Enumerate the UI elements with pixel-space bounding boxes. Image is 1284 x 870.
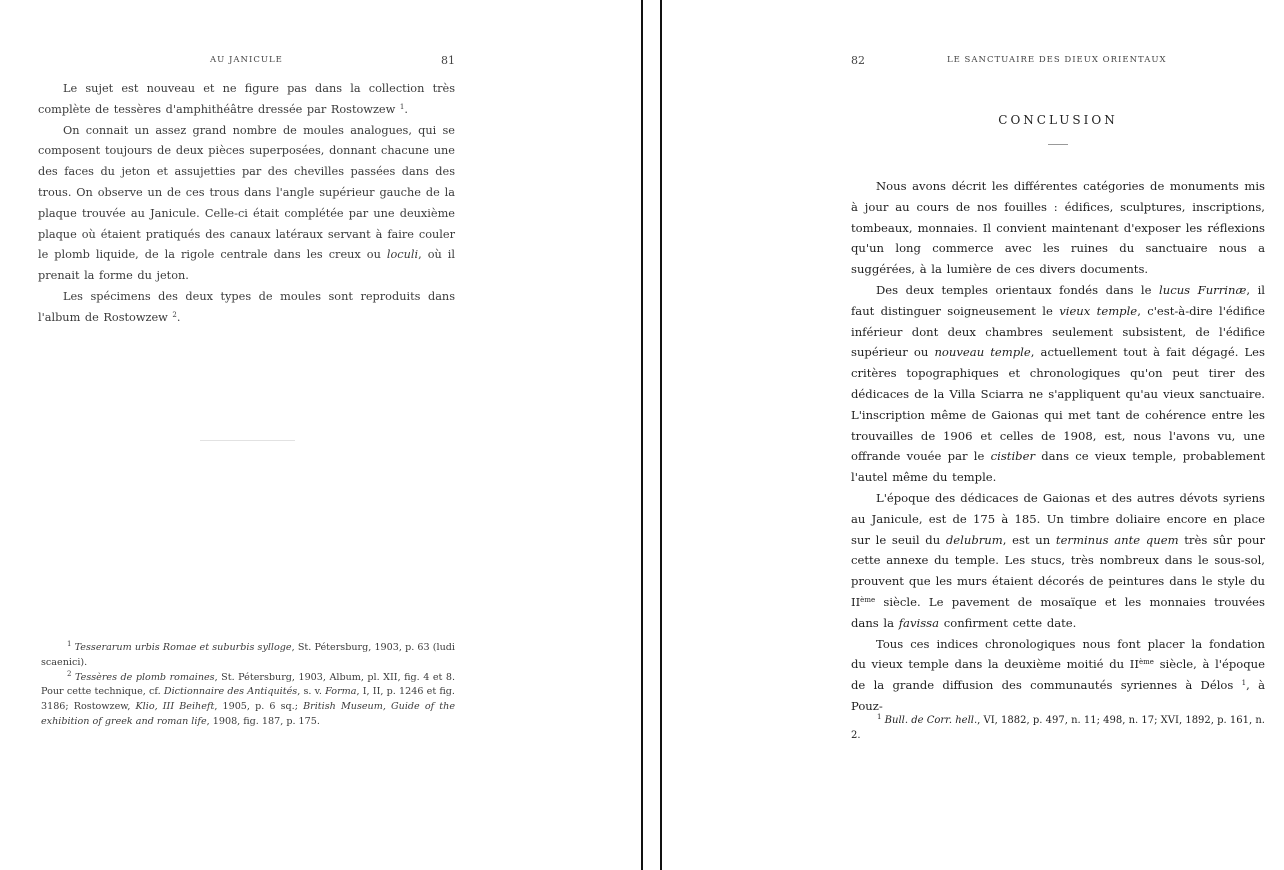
- superscript: 1: [399, 102, 405, 111]
- italic-run: Tessères de plomb romaines: [74, 671, 215, 683]
- superscript: ème: [1138, 658, 1154, 667]
- page-number: 81: [441, 54, 455, 67]
- text-run: dans ce vieux temple, probablement l'autel même du temple.: [851, 449, 1265, 485]
- text-run: , St. Pétersburg, 1903, p. 63 (ludi scaenici).: [41, 642, 455, 668]
- text-run: , où il prenait la forme du jeton.: [38, 248, 455, 283]
- italic-run: Dictionnaire des Antiquités: [163, 686, 298, 698]
- superscript: ème: [860, 595, 876, 604]
- text-run: , il faut distinguer soigneusement le: [851, 282, 1265, 318]
- text-run: , s. v.: [297, 686, 326, 698]
- text-run: .: [404, 102, 408, 116]
- text-run: Nous avons décrit les différentes catégories de monuments mis à jour au cours de nos fouilles : édifices, sculptures, inscriptions, tombeaux, monnaies. Il convient maintenant d'exposer les réflexions qu'un long commerce avec les ruines du sanctuaire nous a suggérées, à la lumière de ces divers documents.: [851, 179, 1265, 277]
- running-head: AU JANICULE: [210, 55, 283, 65]
- italic-run: Bull. de Corr. hell.: [884, 715, 978, 726]
- right-page-body: [851, 176, 1265, 717]
- right-page-header: [0, 55, 1284, 69]
- paragraph: [851, 280, 1265, 488]
- section-title: CONCLUSION: [998, 113, 1118, 127]
- right-page-footnotes: [851, 714, 1265, 744]
- left-page: [0, 0, 641, 870]
- text-run: très sûr pour cette annexe du temple. Les stucs, très nombreux dans le sous-sol, prouvent que les murs étaient décorés de peintures dans le style du II: [851, 532, 1266, 609]
- italic-run: lucus Furrinæ: [1159, 282, 1247, 297]
- running-head: LE SANCTUAIRE DES DIEUX ORIENTAUX: [947, 55, 1167, 65]
- italic-run: terminus ante quem: [1055, 532, 1179, 547]
- italic-run: vieux temple: [1059, 303, 1138, 318]
- footnote: [41, 671, 455, 730]
- superscript: 1: [67, 640, 72, 648]
- text-run: , c'est-à-dire l'édifice inférieur dont deux chambres seulement subsistent, de l'édifice supérieur ou: [851, 303, 1265, 360]
- text-run: , St. Pétersburg, 1903, Album, pl. XII, fig. 4 et 8. Pour cette technique, cf.: [41, 671, 456, 698]
- text-run: , actuellement tout à fait dégagé. Les critères topographiques et chronologiques qu'on peut tirer des dédicaces de la Villa Sciarra ne s'appliquent qu'au vieux sanctuaire. L'inscription même de Gaionas qui met tant de cohérence entre les trouvailles de 1906 et celles de 1908, est, nous l'avons vu, une offrande vouée par le: [851, 345, 1265, 464]
- italic-run: favissa: [898, 615, 940, 630]
- text-run: Le sujet est nouveau et ne figure pas dans la collection très complète de tessères d'amphithéâtre dressée par Rostowzew: [38, 82, 455, 116]
- superscript: 2: [172, 310, 177, 319]
- paragraph: [851, 634, 1265, 717]
- text-run: On connait un assez grand nombre de moules analogues, qui se composent toujours de deux pièces superposées, donnant chacune une des faces du jeton et assujetties par des chevilles passées dans des trous. On observe un de ces trous dans l'angle supérieur gauche de la plaque trouvée au Janicule. Celle-ci était complétée par une deuxième plaque où étaient pratiqués des canaux latéraux servant à faire couler le plomb liquide, de la rigole centrale dans les creux ou: [38, 123, 455, 262]
- text-run: , VI, 1882, p. 497, n. 11; 498, n. 17; XVI, 1892, p. 161, n. 2.: [851, 715, 1265, 741]
- text-run: Tous ces indices chronologiques nous font placer la fondation du vieux temple dans la deuxième moitié du II: [851, 636, 1265, 672]
- italic-run: Klio, III Beiheft: [135, 701, 215, 713]
- text-run: Les spécimens des deux types de moules sont reproduits dans l'album de Rostowzew: [38, 289, 455, 324]
- superscript: 2: [67, 669, 72, 678]
- text-run: .: [176, 310, 181, 324]
- paragraph: [851, 488, 1265, 634]
- text-run: siècle, à l'époque de la grande diffusion des communautés syriennes à Délos: [851, 657, 1265, 693]
- left-page-body: [38, 79, 455, 329]
- paragraph: [38, 121, 455, 287]
- paragraph: [38, 287, 455, 329]
- italic-run: British Museum, Guide of the exhibition of greek and roman life: [41, 701, 456, 727]
- text-run: siècle. Le pavement de mosaïque et les monnaies trouvées dans la: [851, 594, 1265, 630]
- text-run: , I, II, p. 1246 et fig. 3186; Rostowzew,: [41, 686, 455, 713]
- superscript: 1: [877, 713, 882, 721]
- title-rule: [1048, 144, 1068, 145]
- italic-run: nouveau temple: [934, 345, 1031, 360]
- italic-run: Forma: [325, 686, 357, 698]
- text-run: , 1908, fig. 187, p. 175.: [206, 715, 320, 727]
- text-run: , est un: [1002, 532, 1056, 547]
- footnote: [41, 641, 455, 671]
- italic-run: cistiber: [990, 449, 1035, 464]
- text-run: confirment cette date.: [939, 615, 1077, 630]
- italic-run: delubrum: [945, 532, 1003, 547]
- page-blemish: [200, 440, 295, 441]
- page-gutter-left: [641, 0, 643, 870]
- paragraph: [851, 176, 1265, 280]
- superscript: 1: [1241, 679, 1247, 688]
- text-run: L'époque des dédicaces de Gaionas et des autres dévots syriens au Janicule, est de 175 à 185. Un timbre doliaire encore en place sur le seuil du: [851, 490, 1265, 547]
- italic-run: Tesserarum urbis Romae et suburbis sylloge: [74, 642, 292, 653]
- text-run: , 1905, p. 6 sq.;: [214, 701, 304, 713]
- page-number: 82: [851, 54, 865, 67]
- left-page-footnotes: [41, 641, 455, 730]
- italic-run: loculi: [386, 248, 419, 262]
- text-run: , à Pouz-: [851, 678, 1265, 713]
- text-run: Des deux temples orientaux fondés dans le: [876, 282, 1160, 297]
- paragraph: [38, 79, 455, 121]
- footnote: [851, 714, 1265, 744]
